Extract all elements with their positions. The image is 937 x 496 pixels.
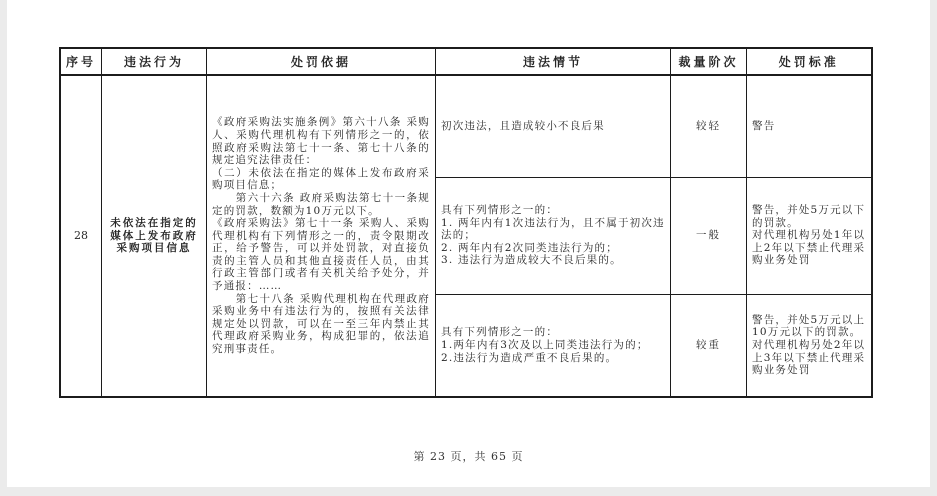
standard-line: 对代理机构另处1年以上2年以下禁止代理采购业务处罚: [752, 229, 866, 267]
circumstance-line: 1. 两年内有1次违法行为，且不属于初次违法的；: [441, 216, 665, 242]
cell-standard-severe: [747, 294, 872, 397]
cell-level-severe: 较重: [671, 294, 747, 397]
standard-line: 警告，并处5万元以下的罚款。: [752, 204, 866, 229]
document-page: [7, 0, 930, 487]
basis-paragraph: （二）未依法在指定的媒体上发布政府采购项目信息；: [212, 166, 431, 192]
cell-standard-minor: [747, 75, 872, 177]
circumstance-line: 具有下列情形之一的：: [441, 204, 559, 217]
standard-line: 警告，并处5万元以上10万元以下的罚款。: [752, 313, 866, 339]
basis-paragraph: 《政府采购法》第七十一条 采购人、采购代理机构有下列情形之一的，责令限期改正，给予警告，可以并处罚款，对直接负责的主管人员和其他直接责任人员，由其行政主管部门或者有关机关给予处分，并予通报：……: [212, 217, 431, 293]
basis-paragraph: 《政府采购法实施条例》第六十八条 采购人、采购代理机构有下列情形之一的，依照政府采购法第七十一条、第七十八条的规定追究法律责任：: [212, 116, 431, 167]
header-penalty-basis: 处罚依据: [207, 48, 436, 75]
standard-line: 警告: [752, 119, 776, 132]
standard-line: 对代理机构另处2年以上3年以下禁止代理采购业务处罚: [752, 338, 866, 377]
circumstance-line: 初次违法，且造成较小不良后果: [441, 119, 605, 132]
circumstance-line: 2.违法行为造成严重不良后果的。: [441, 351, 618, 364]
circumstance-line: 3. 违法行为造成较大不良后果的。: [441, 254, 622, 267]
cell-level-general: 一般: [671, 177, 747, 294]
header-illegal-behavior: 违法行为: [102, 48, 207, 75]
header-row: [60, 48, 872, 75]
table-subrow-1: [60, 75, 872, 177]
header-discretion-level: 裁量阶次: [671, 48, 747, 75]
cell-standard-general: [747, 177, 872, 294]
cell-circumstances-general: [436, 177, 671, 294]
cell-serial-number: 28: [60, 75, 102, 397]
header-violation-circumstances: 违法情节: [436, 48, 671, 75]
cell-circumstances-severe: [436, 294, 671, 397]
circumstance-line: 具有下列情形之一的：: [441, 326, 559, 339]
cell-circumstances-minor: [436, 75, 671, 177]
header-penalty-standard: 处罚标准: [747, 48, 872, 75]
header-serial-number: 序号: [60, 48, 102, 75]
penalty-discretion-table: [59, 47, 873, 398]
cell-illegal-behavior: 未依法在指定的媒体上发布政府采购项目信息: [102, 75, 207, 397]
basis-paragraph: 第六十六条 政府采购法第七十一条规定的罚款，数额为10万元以下。: [212, 191, 431, 217]
page-footer: 第 23 页，共 65 页: [413, 450, 524, 463]
cell-level-minor: 较轻: [671, 75, 747, 177]
circumstance-line: 1.两年内有3次及以上同类违法行为的；: [441, 338, 649, 351]
cell-penalty-basis: [207, 75, 436, 397]
basis-paragraph: 第七十八条 采购代理机构在代理政府采购业务中有违法行为的，按照有关法律规定处以罚款，可以在一至三年内禁止其代理政府采购业务，构成犯罪的，依法追究刑事责任。: [212, 292, 431, 356]
circumstance-line: 2. 两年内有2次同类违法行为的；: [441, 241, 618, 254]
